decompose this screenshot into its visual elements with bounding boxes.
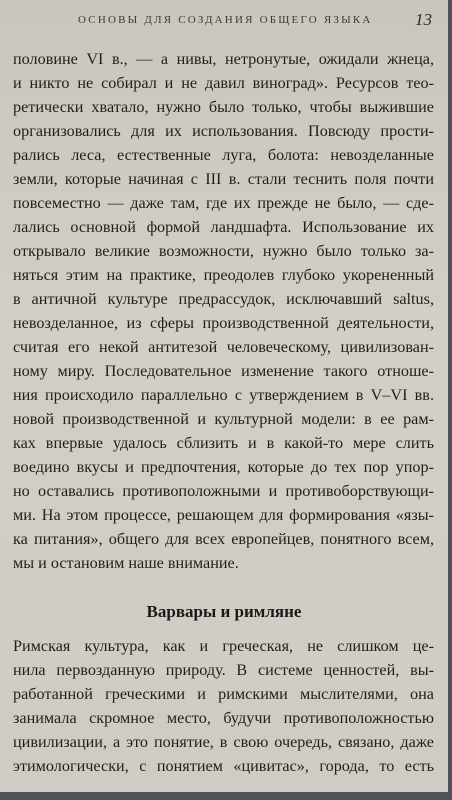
text-line: нила первозданную природу. В системе ценностей, вы-: [13, 661, 434, 679]
text-line: ному миру. Последовательное изменение такого отноше-: [13, 362, 434, 380]
text-line: считая его некой антитезой человеческому, цивилизован-: [13, 338, 434, 356]
text-line: няться этим на практике, преодолев глубоко укорененный: [13, 266, 434, 284]
text-line: ретически хватало, нужно было только, чтобы выжившие: [13, 98, 434, 116]
text-line: рались леса, естественные луга, болота: невозделанные: [13, 146, 434, 164]
text-line: воедино вкусы и предпочтения, которые до тех пор упор-: [13, 458, 434, 476]
text-line: повсеместно — даже там, где их прежде не было, — сде-: [13, 194, 434, 212]
text-line: лались основной формой ландшафта. Использование их: [13, 218, 434, 236]
text-line: половине VI в., — а нивы, нетронутые, ожидали жнеца,: [13, 50, 434, 68]
text-line: работанной греческими и римскими мыслителями, она: [13, 685, 434, 703]
text-line: в античной культуре предрассудок, исключавший saltus,: [13, 290, 434, 308]
text-line: этимологически, с понятием «цивитас», города, то есть: [13, 757, 434, 775]
text-line: и никто не собирал и не давил виноград». Ресурсов тео-: [13, 74, 434, 92]
text-line: ках впервые удалось сблизить и в какой-то мере слить: [13, 434, 434, 452]
text-line: открывало великие возможности, нужно было только за-: [13, 242, 434, 260]
text-line: новой производственной и культурной модели: в ее рам-: [13, 410, 434, 428]
text-line: занимала скромное место, будучи противоположностью: [13, 709, 434, 727]
text-line: Римская культура, как и греческая, не слишком це-: [13, 637, 434, 655]
text-line: организовались для их использования. Повсюду прости-: [13, 122, 434, 140]
text-line: ка питания», общего для всех европейцев, понятного всем,: [13, 530, 434, 548]
text-line: земли, которые начиная с III в. стали теснить поля почти: [13, 170, 434, 188]
text-line: но оставались противоположными и противоборствующи-: [13, 482, 434, 500]
text-line: ния происходило параллельно с утверждением в V–VI вв.: [13, 386, 434, 404]
text-line: мы и остановим наше внимание.: [13, 554, 239, 572]
section-heading: Варвары и римляне: [146, 602, 302, 621]
text-line: ми. На этом процессе, решающем для формирования «язы-: [13, 506, 434, 524]
text-line: цивилизации, а это понятие, в свою очередь, связано, даже: [13, 733, 434, 751]
text-line: невозделанное, из сферы производственной деятельности,: [13, 314, 434, 332]
page-number: 13: [415, 10, 432, 29]
running-head: ОСНОВЫ ДЛЯ СОЗДАНИЯ ОБЩЕГО ЯЗЫКА: [78, 14, 373, 26]
